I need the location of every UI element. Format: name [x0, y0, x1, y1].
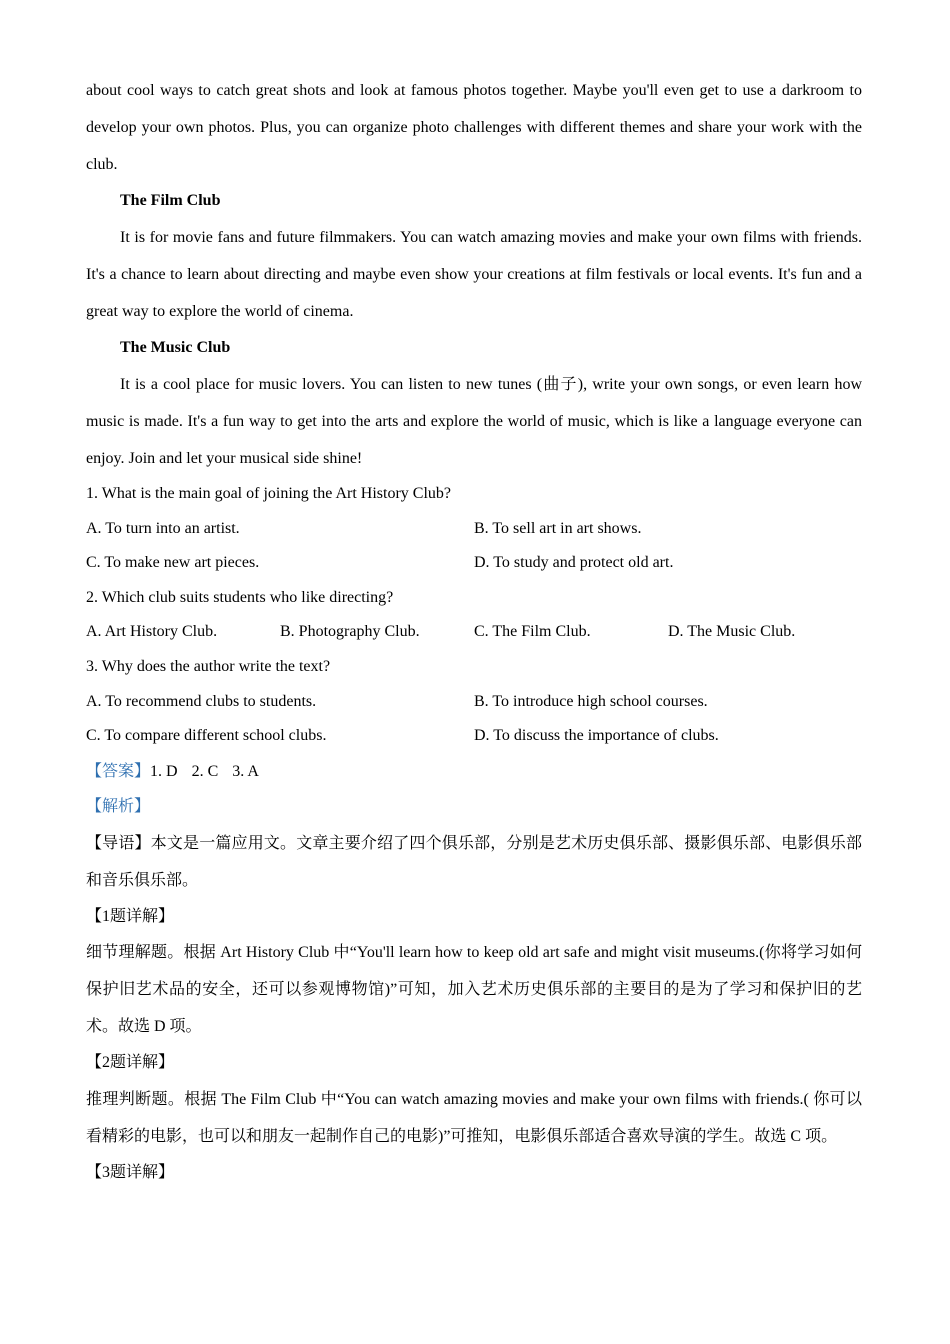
question-3-options-row-1	[86, 685, 862, 720]
question-1-options-row-1	[86, 512, 862, 547]
q2-detail-text: 推理判断题。根据 The Film Club 中“You can watch amazing movies and make your own films with friends.( 你可以看精彩的电影，也可以和朋友一起制作自己的电影)”可推知，电影俱乐部适合喜欢导演的学生。故选 C 项。	[86, 1090, 862, 1145]
answer-1: 1. D	[150, 762, 178, 780]
film-club-heading: The Film Club	[120, 192, 221, 209]
q1-detail-text: 细节理解题。根据 Art History Club 中“You'll learn how to keep old art safe and might visit museums.(你将学习如何保护旧艺术品的安全，还可以参观博物馆)”可知，加入艺术历史俱乐部的主要目的是为了学习和保护旧的艺术。故选 D 项。	[86, 944, 862, 1036]
q1-detail-title: 【1题详解】	[86, 907, 175, 925]
question-2-option-a: A. Art History Club.	[86, 623, 218, 641]
question-1-option-a: A. To turn into an artist.	[86, 519, 240, 537]
music-club-paragraph: It is a cool place for music lovers. You can listen to new tunes (曲子), write your own songs, or even learn how music is made. It's a fun way to get into the arts and explore the world of music, which is like a language everyone can enjoy. Join and let your musical side shine!	[86, 376, 862, 467]
question-2-stem: 2. Which club suits students who like directing?	[86, 588, 394, 606]
question-3-stem: 3. Why does the author write the text?	[86, 657, 331, 675]
question-2-options-row	[86, 615, 862, 650]
question-1-option-d: D. To study and protect old art.	[474, 554, 674, 572]
answer-2: 2. C	[191, 762, 219, 780]
document-page	[86, 72, 862, 1190]
question-3-option-b: B. To introduce high school courses.	[474, 692, 708, 710]
film-club-paragraph: It is for movie fans and future filmmakers. You can watch amazing movies and make your own films with friends. It's a chance to learn about directing and maybe even show your creations at film festivals or local events. It's fun and a great way to explore the world of cinema.	[86, 229, 862, 320]
question-3-options-row-2	[86, 719, 862, 754]
question-1-option-c: C. To make new art pieces.	[86, 554, 260, 572]
q3-detail-title: 【3题详解】	[86, 1163, 175, 1181]
question-2-option-b: B. Photography Club.	[280, 623, 420, 641]
answer-label: 【答案】	[86, 762, 151, 780]
question-3-option-a: A. To recommend clubs to students.	[86, 692, 317, 710]
question-2-option-c: C. The Film Club.	[474, 623, 591, 641]
question-2-option-d: D. The Music Club.	[668, 623, 796, 641]
question-3-option-d: D. To discuss the importance of clubs.	[474, 727, 719, 745]
answer-3: 3. A	[232, 762, 259, 780]
analysis-guide: 【导语】本文是一篇应用文。文章主要介绍了四个俱乐部，分别是艺术历史俱乐部、摄影俱乐部、电影俱乐部和音乐俱乐部。	[86, 834, 862, 889]
question-1-option-b: B. To sell art in art shows.	[474, 519, 642, 537]
question-1-options-row-2	[86, 546, 862, 581]
analysis-label: 【解析】	[86, 798, 151, 816]
photography-paragraph-continued: about cool ways to catch great shots and look at famous photos together. Maybe you'll even get to use a darkroom to develop your own photos. Plus, you can organize photo challenges with different themes and share your work with the club.	[86, 82, 862, 173]
answer-line	[86, 754, 862, 790]
question-3-option-c: C. To compare different school clubs.	[86, 727, 327, 745]
q2-detail-title: 【2题详解】	[86, 1054, 175, 1072]
question-1-stem: 1. What is the main goal of joining the Art History Club?	[86, 485, 451, 502]
music-club-heading: The Music Club	[120, 339, 231, 356]
